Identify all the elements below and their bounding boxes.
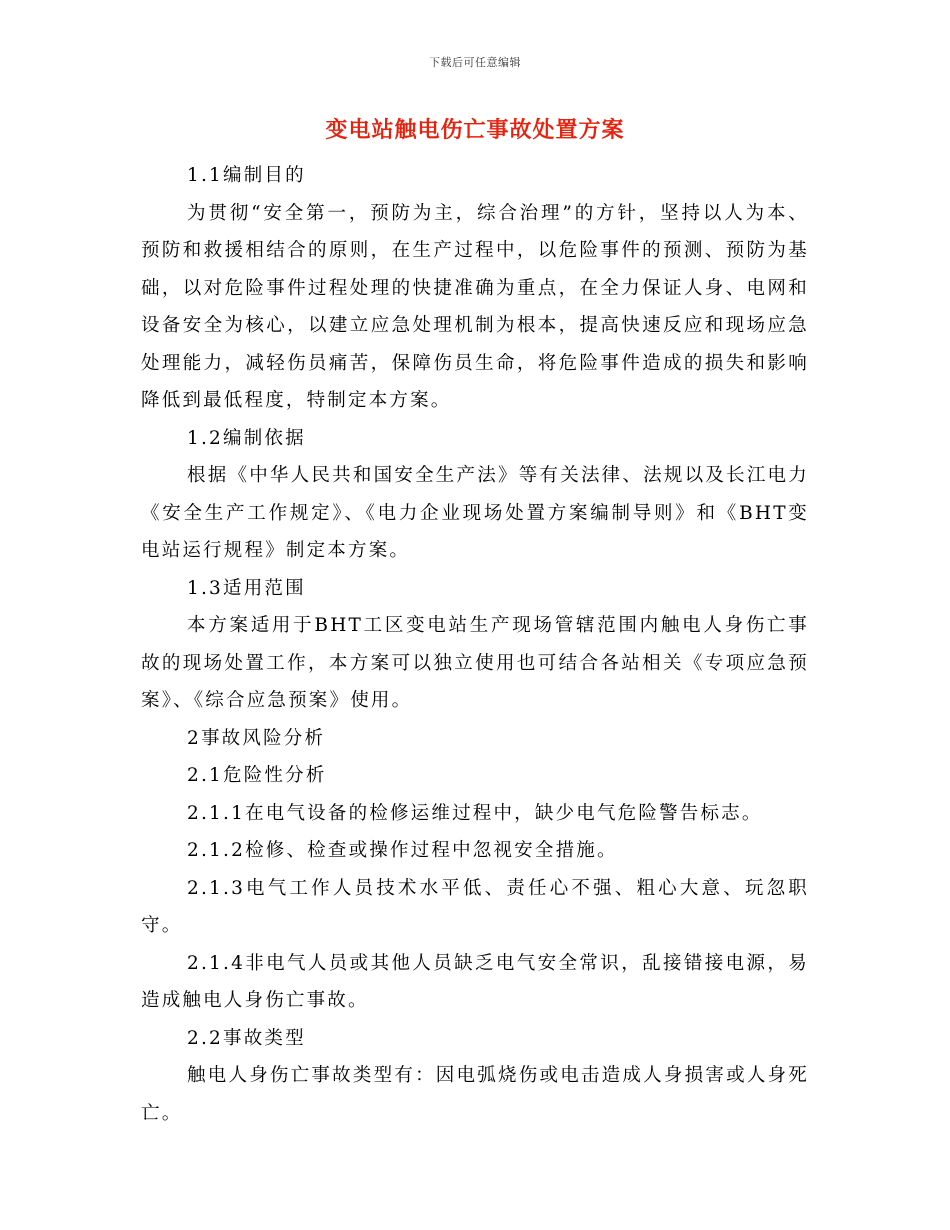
body-paragraph: 2.1.2检修、检查或操作过程中忽视安全措施。 — [187, 840, 618, 861]
header-note: 下载后可任意编辑 — [429, 56, 521, 69]
section-heading: 1.3适用范围 — [187, 577, 306, 599]
body-paragraph: 本方案适用于BHT工区变电站生产现场管辖范围内触电人身伤亡事故的现场处置工作，本方案可以独立使用也可结合各站相关《专项应急预案》、《综合应急预案》使用。 — [141, 615, 809, 711]
section-heading: 2.2事故类型 — [187, 1027, 306, 1049]
body-paragraph: 根据《中华人民共和国安全生产法》等有关法律、法规以及长江电力《安全生产工作规定》、《电力企业现场处置方案编制导则》和《BHT变电站运行规程》制定本方案。 — [141, 465, 809, 561]
body-paragraph: 2.1.1在电气设备的检修运维过程中，缺少电气危险警告标志。 — [187, 802, 763, 824]
section-heading: 2.1危险性分析 — [187, 765, 327, 786]
body-paragraph: 2.1.3电气工作人员技术水平低、责任心不强、粗心大意、玩忽职守。 — [141, 877, 809, 936]
document-title: 变电站触电伤亡事故处置方案 — [325, 117, 625, 143]
section-heading: 1.1编制目的 — [187, 165, 306, 186]
body-paragraph: 2.1.4非电气人员或其他人员缺乏电气安全常识，乱接错接电源，易造成触电人身伤亡事故。 — [141, 952, 809, 1011]
section-heading: 1.2编制依据 — [187, 427, 306, 449]
body-paragraph: 为贯彻“安全第一，预防为主，综合治理”的方针，坚持以人为本、预防和救援相结合的原则，在生产过程中，以危险事件的预测、预防为基础，以对危险事件过程处理的快捷准确为重点，在全力保证人身、电网和设备安全为核心，以建立应急处理机制为根本，提高快速反应和现场应急处理能力，减轻伤员痛苦，保障伤员生命，将危险事件造成的损失和影响降低到最低程度，特制定本方案。 — [141, 202, 809, 411]
section-heading: 2事故风险分析 — [187, 727, 326, 749]
document-body — [141, 157, 809, 1132]
body-paragraph: 触电人身伤亡事故类型有：因电弧烧伤或电击造成人身损害或人身死亡。 — [141, 1065, 809, 1124]
